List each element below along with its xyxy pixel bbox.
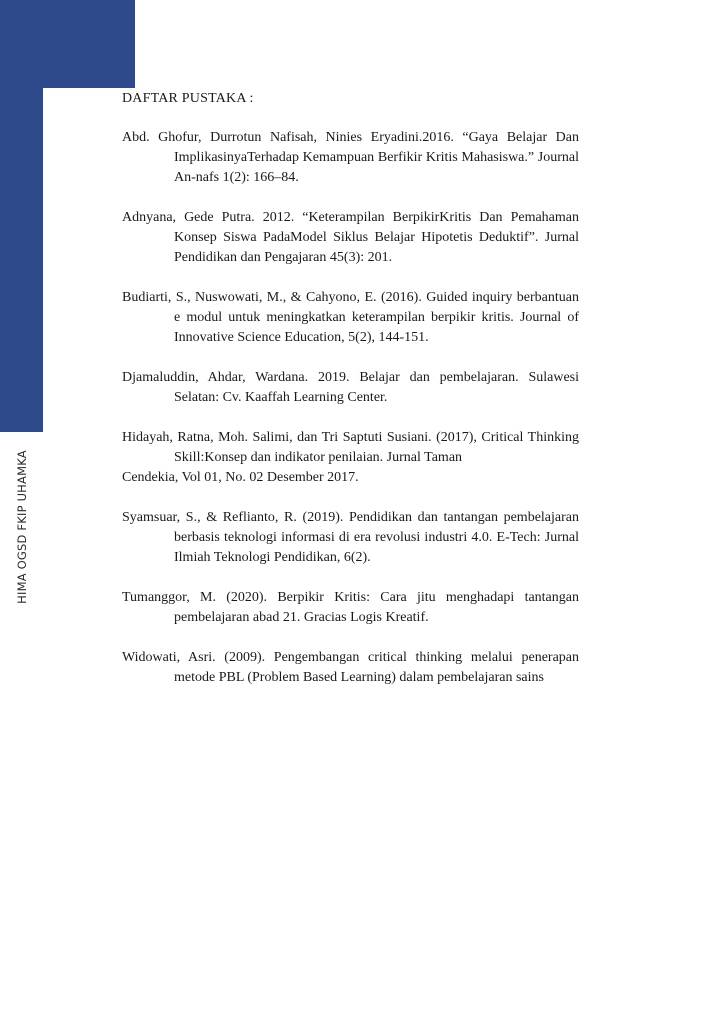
side-label: HIMA OGSD FKIP UHAMKA — [15, 450, 29, 604]
reference-item: Widowati, Asri. (2009). Pengembangan critical thinking melalui penerapan metode PBL (Problem Based Learning) dalam pembelajaran sains — [122, 650, 579, 685]
reference-item: Abd. Ghofur, Durrotun Nafisah, Ninies Eryadini.2016. “Gaya Belajar Dan ImplikasinyaTerhadap Kemampuan Berfikir Kritis Mahasiswa.” Journal An-nafs 1(2): 166–84. — [122, 130, 579, 185]
reference-item: Budiarti, S., Nuswowati, M., & Cahyono, E. (2016). Guided inquiry berbantuan e modul untuk meningkatkan keterampilan berpikir kritis. Journal of Innovative Science Education, 5(2), 144-151. — [122, 290, 579, 345]
bibliography — [122, 89, 579, 708]
reference-item: Syamsuar, S., & Reflianto, R. (2019). Pendidikan dan tantangan pembelajaran berbasis teknologi informasi di era revolusi industri 4.0. E-Tech: Jurnal Ilmiah Teknologi Pendidikan, 6(2). — [122, 510, 579, 565]
reference-item: Djamaluddin, Ahdar, Wardana. 2019. Belajar dan pembelajaran. Sulawesi Selatan: Cv. Kaaffah Learning Center. — [122, 370, 579, 405]
reference-continuation: Cendekia, Vol 01, No. 02 Desember 2017. — [122, 470, 359, 485]
side-accent-bar — [0, 88, 43, 432]
page-title: DAFTAR PUSTAKA : — [122, 91, 254, 106]
reference-item: Adnyana, Gede Putra. 2012. “Keterampilan BerpikirKritis Dan Pemahaman Konsep Siswa PadaModel Siklus Belajar Hipotetis Deduktif”. Jurnal Pendidikan dan Pengajaran 45(3): 201. — [122, 210, 579, 265]
top-accent-bar — [0, 0, 135, 88]
reference-text: Hidayah, Ratna, Moh. Salimi, dan Tri Saptuti Susiani. (2017), Critical Thinking Skill:Konsep dan indikator penilaian. Jurnal Taman — [122, 430, 579, 465]
reference-item-hidayah — [122, 428, 579, 468]
reference-item: Tumanggor, M. (2020). Berpikir Kritis: Cara jitu menghadapi tantangan pembelajaran abad 21. Gracias Logis Kreatif. — [122, 590, 579, 625]
